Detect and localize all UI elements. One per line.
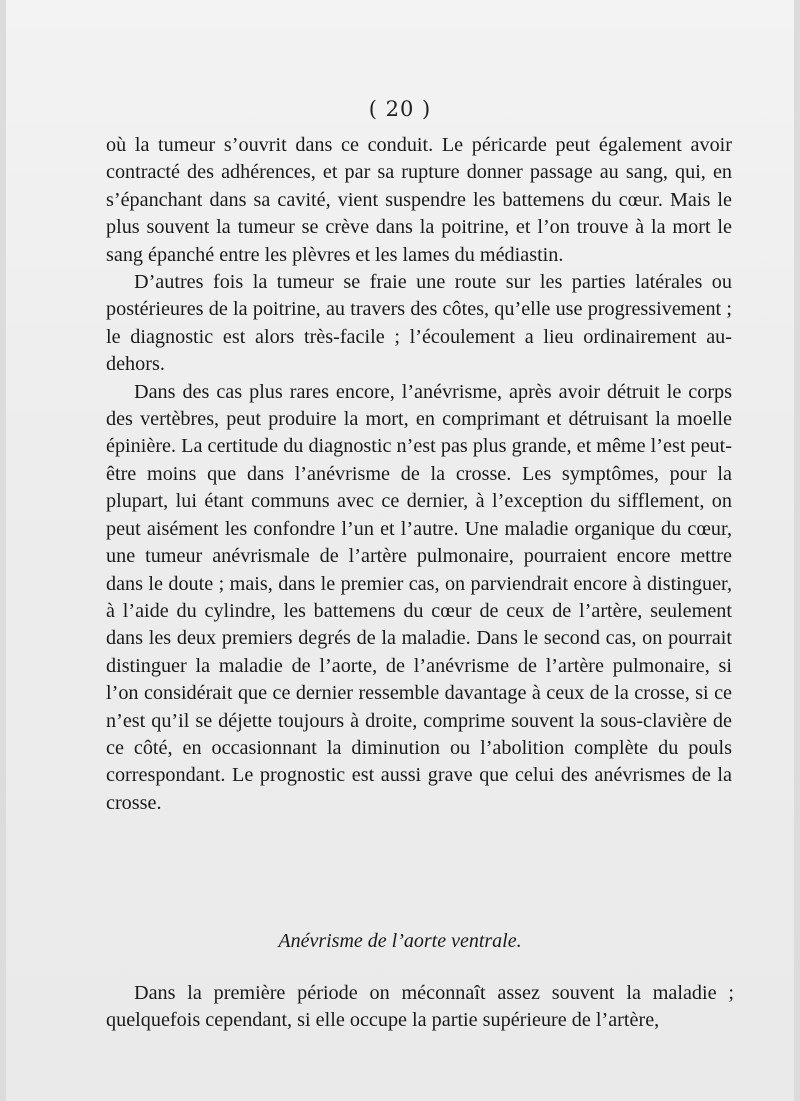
paragraph: où la tumeur s’ouvrit dans ce conduit. Le péricarde peut également avoir contracté des adhérences, et par sa rupture donner passage au sang, qui, en s’épanchant dans sa cavité, vient suspendre les battemens du cœur. Mais le plus souvent la tumeur se crève dans la poitrine, et l’on trouve à la mort le sang épanché entre les plèvres et les lames du médiastin.	[106, 134, 732, 266]
paragraph: Dans la première période on méconnaît assez souvent la maladie ; quelquefois cependant, si elle occupe la partie supérieure de l’artère,	[106, 982, 734, 1032]
page-number: ( 20 )	[368, 97, 432, 121]
section-heading: Anévrisme de l’aorte ventrale.	[278, 930, 522, 952]
paragraph: D’autres fois la tumeur se fraie une route sur les parties latérales ou postérieures de la poitrine, au travers des côtes, qu’elle use progressivement ; le diagnostic est alors très-facile ; l’écoulement a lieu ordinairement au-dehors.	[106, 271, 732, 376]
body-text	[106, 132, 732, 817]
paragraph: Dans des cas plus rares encore, l’anévrisme, après avoir détruit le corps des vertèbres, peut produire la mort, en comprimant et détruisant la moelle épinière. La certitude du diagnostic n’est pas plus grande, et même l’est peut-être moins que dans l’anévrisme de la crosse. Les symptômes, pour la plupart, lui étant communs avec ce dernier, à l’exception du sifflement, on peut aisément les confondre l’un et l’autre. Une maladie organique du cœur, une tumeur anévrismale de l’artère pulmonaire, pourraient encore mettre dans le doute ; mais, dans le premier cas, on parviendrait encore à distinguer, à l’aide du cylindre, les battemens du cœur de ceux de l’artère, seulement dans les deux premiers degrés de la maladie. Dans le second cas, on pourrait distinguer la maladie de l’aorte, de l’anévrisme de l’artère pulmonaire, si l’on considérait que ce dernier ressemble davantage à ceux de la crosse, si ce n’est qu’il se déjette toujours à droite, comprime souvent la sous-clavière de ce côté, en occasionnant la diminution ou l’abolition complète du pouls correspondant. Le prognostic est aussi grave que celui des anévrismes de la crosse.	[106, 380, 732, 814]
section-body-text	[106, 980, 734, 1035]
